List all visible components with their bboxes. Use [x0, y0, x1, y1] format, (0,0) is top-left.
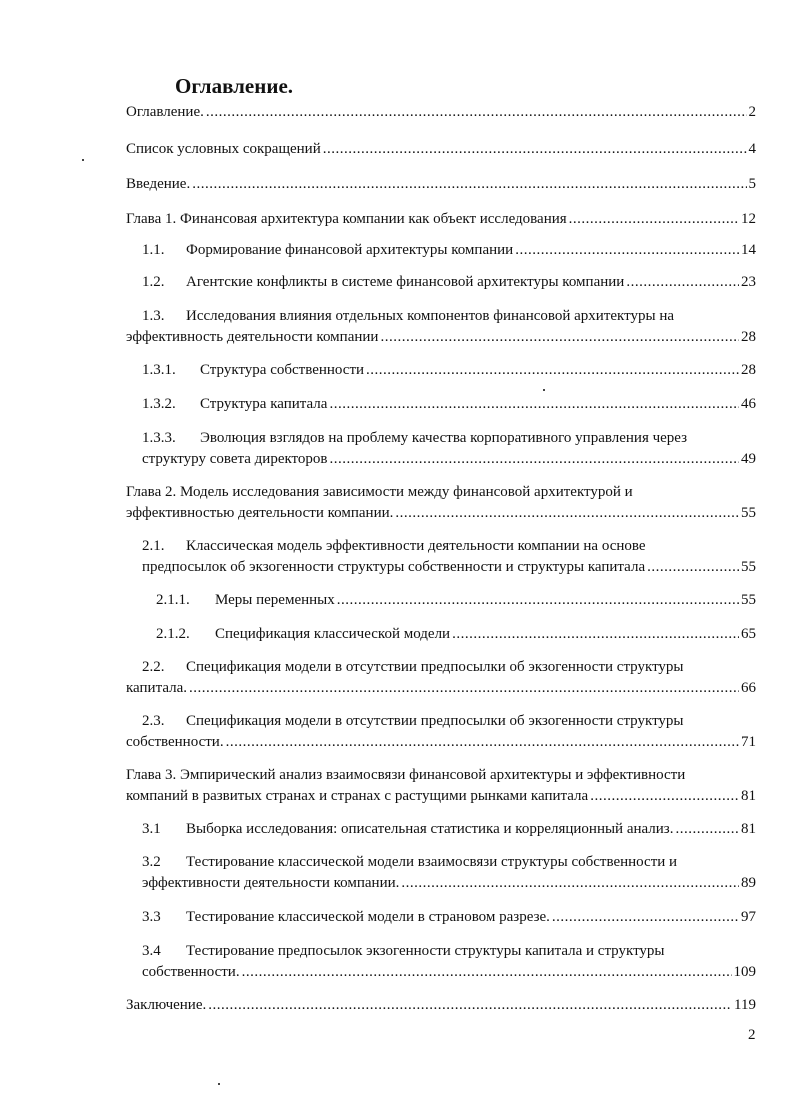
toc-entry-title-line1: Исследования влияния отдельных компонентов финансовой архитектуры на — [186, 308, 674, 324]
toc-entry-number: 1.3.3. — [142, 430, 176, 446]
toc-entry-number: 1.3.2. — [142, 396, 176, 412]
toc-entry-number: 2.2. — [142, 659, 165, 675]
toc-entry-title: Заключение. — [126, 997, 207, 1013]
dot-leader — [647, 557, 739, 578]
toc-entry-title: Оглавление. — [126, 104, 204, 120]
toc-entry-title-line2: собственности. — [142, 963, 240, 980]
toc-entry[interactable] — [126, 139, 756, 159]
toc-entry-page: 14 — [741, 242, 756, 258]
toc-entry-number: 1.3. — [142, 308, 165, 324]
toc-entry-number: 1.2. — [142, 274, 165, 290]
toc-entry[interactable] — [126, 711, 756, 752]
toc-entry-title-line2: капитала. — [126, 679, 187, 696]
toc-entry-number: 2.1. — [142, 538, 165, 554]
toc-entry-title-line1: Эволюция взглядов на проблему качества корпоративного управления через — [200, 430, 688, 446]
toc-entry-page: 119 — [734, 997, 756, 1013]
toc-entry-title-line2: компаний в развитых странах и странах с растущими рынками капитала — [126, 787, 589, 804]
dot-leader — [552, 907, 739, 927]
toc-entry-page: 12 — [741, 211, 756, 227]
toc-entry-number: 1.3.1. — [142, 362, 176, 378]
dot-leader — [208, 995, 732, 1015]
toc-entry-page: 5 — [748, 176, 756, 192]
toc-entry-title: Тестирование классической модели в страновом разрезе. — [186, 909, 550, 925]
dot-leader — [401, 873, 739, 894]
dot-leader — [569, 209, 739, 229]
toc-entry-title-line1: Тестирование предпосылок экзогенности структуры капитала и структуры — [186, 943, 665, 959]
toc-entry[interactable] — [126, 482, 756, 523]
dot-leader — [676, 819, 740, 839]
toc-entry-page: 49 — [741, 450, 756, 467]
toc-entry-title-line2: эффективности деятельности компании. — [142, 874, 400, 891]
toc-entry-page: 4 — [748, 141, 756, 157]
toc-entry-page: 55 — [741, 504, 756, 521]
toc-entry[interactable] — [142, 272, 756, 292]
dot-leader — [329, 394, 739, 414]
toc-entry-title: Структура собственности — [200, 362, 365, 378]
toc-entry[interactable] — [156, 590, 756, 610]
dot-leader — [366, 360, 739, 380]
dot-leader — [189, 678, 739, 699]
toc-entry-number: 2.3. — [142, 713, 165, 729]
toc-entry-title-line2: собственности. — [126, 733, 224, 750]
dot-leader — [380, 327, 739, 348]
toc-entry-title: Меры переменных — [215, 592, 335, 608]
page-number: 2 — [748, 1027, 756, 1043]
toc-entry-title-line1: Глава 3. Эмпирический анализ взаимосвязи финансовой архитектуры и эффективности — [126, 767, 686, 783]
toc-entry-title: Структура капитала — [200, 396, 328, 412]
dot-leader — [395, 503, 739, 524]
dot-leader — [192, 174, 746, 194]
toc-entry[interactable] — [126, 306, 756, 347]
toc-entry-title: Глава 1. Финансовая архитектура компании как объект исследования — [126, 211, 567, 227]
toc-entry[interactable] — [126, 995, 756, 1015]
toc-entry-number: 2.1.1. — [156, 592, 190, 608]
toc-entry[interactable] — [142, 819, 756, 839]
toc-entry-number: 2.1.2. — [156, 626, 190, 642]
toc-entry-number: 3.3 — [142, 909, 161, 925]
toc-entry-page: 71 — [741, 733, 756, 750]
toc-entry-title: Выборка исследования: описательная статистика и корреляционный анализ. — [186, 821, 674, 837]
page-title: Оглавление. — [175, 74, 294, 98]
toc-entry[interactable] — [126, 102, 756, 122]
toc-entry[interactable] — [142, 852, 756, 893]
toc-entry-page: 28 — [741, 328, 756, 345]
toc-entry-title: Спецификация классической модели — [215, 626, 451, 642]
toc-entry-page: 109 — [733, 963, 756, 980]
dot-leader — [206, 102, 747, 122]
toc-entry-page: 81 — [741, 787, 756, 804]
dot-leader — [452, 624, 739, 644]
toc-entry[interactable] — [142, 907, 756, 927]
toc-entry[interactable] — [126, 657, 756, 698]
toc-entry-page: 65 — [741, 626, 756, 642]
toc-entry-title: Список условных сокращений — [126, 141, 321, 157]
toc-entry-page: 23 — [741, 274, 756, 290]
dot-leader — [590, 786, 739, 807]
toc-entry-page: 55 — [741, 592, 756, 608]
toc-entry[interactable] — [142, 240, 756, 260]
dot-leader — [323, 139, 747, 159]
toc-entry-page: 2 — [748, 104, 756, 120]
dot-leader — [337, 590, 739, 610]
toc-entry-title-line2: эффективность деятельности компании — [126, 328, 379, 345]
dot-leader — [515, 240, 739, 260]
toc-entry[interactable] — [156, 624, 756, 644]
toc-entry-title-line2: структуру совета директоров — [142, 450, 328, 467]
toc-entry-page: 66 — [741, 679, 756, 696]
toc-entry-title-line2: эффективностью деятельности компании. — [126, 504, 394, 521]
toc-entry-title: Формирование финансовой архитектуры компании — [186, 242, 514, 258]
toc-entry-title: Введение. — [126, 176, 191, 192]
toc-entry-page: 97 — [741, 909, 756, 925]
toc-entry-title-line1: Тестирование классической модели взаимосвязи структуры собственности и — [186, 854, 678, 870]
toc-entry-page: 81 — [741, 821, 756, 837]
toc-entry-number: 3.4 — [142, 943, 161, 959]
scan-speck — [218, 1083, 220, 1085]
toc-entry[interactable] — [142, 536, 756, 577]
toc-entry-page: 89 — [741, 874, 756, 891]
toc-entry-number: 3.2 — [142, 854, 161, 870]
dot-leader — [626, 272, 739, 292]
dot-leader — [330, 449, 739, 470]
toc-entry[interactable] — [126, 174, 756, 194]
toc-entry-page: 55 — [741, 558, 756, 575]
toc-entry[interactable] — [126, 209, 756, 229]
toc-entry[interactable] — [142, 360, 756, 380]
toc-entry-page: 28 — [741, 362, 756, 378]
toc-entry-title-line1: Глава 2. Модель исследования зависимости между финансовой архитектурой и — [126, 484, 633, 500]
toc-entry[interactable] — [126, 765, 756, 806]
toc-entry-number: 3.1 — [142, 821, 161, 837]
toc-entry-title-line2: предпосылок об экзогенности структуры собственности и структуры капитала — [142, 558, 646, 575]
toc-entry[interactable] — [142, 941, 756, 982]
dot-leader — [242, 962, 732, 983]
toc-entry-title: Агентские конфликты в системе финансовой архитектуры компании — [186, 274, 625, 290]
toc-entry-title-line1: Спецификация модели в отсутствии предпосылки об экзогенности структуры — [186, 659, 684, 675]
toc-entry[interactable] — [142, 428, 756, 469]
toc-entry[interactable] — [142, 394, 756, 414]
scan-speck — [82, 159, 84, 161]
toc-entry-number: 1.1. — [142, 242, 165, 258]
toc-entry-title-line1: Классическая модель эффективности деятельности компании на основе — [186, 538, 646, 554]
toc-entry-title-line1: Спецификация модели в отсутствии предпосылки об экзогенности структуры — [186, 713, 684, 729]
toc-entry-page: 46 — [741, 396, 756, 412]
dot-leader — [226, 732, 739, 753]
scan-speck — [543, 389, 545, 391]
